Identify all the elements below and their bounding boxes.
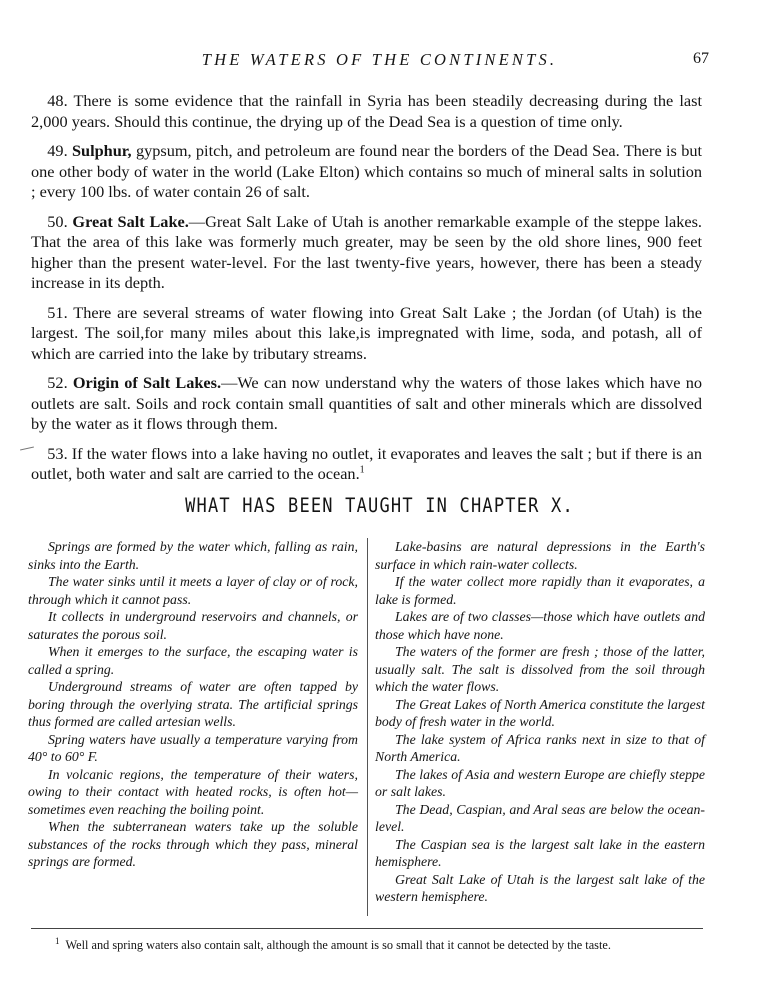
- summary-item: The lakes of Asia and western Europe are chiefly steppe or salt lakes.: [375, 766, 705, 799]
- summary-item: The Dead, Caspian, and Aral seas are below the ocean-level.: [375, 801, 705, 834]
- paragraph-heading: Origin of Salt Lakes.: [72, 373, 222, 392]
- paragraph-number: 48.: [47, 91, 68, 110]
- summary-item: The water sinks until it meets a layer of clay or of rock, through which it cannot pass.: [28, 574, 358, 607]
- page-header: [0, 50, 759, 76]
- chapter-summary: [28, 538, 705, 916]
- paragraph-text: There are several streams of water flowing into Great Salt Lake ; the Jordan (of Utah) is the largest. The soil,for many miles about this lake,is impregnated with lime, soda, and potash, all of which are carried into the lake by tributary streams.: [31, 302, 702, 363]
- paragraph-number: 53.: [47, 443, 68, 463]
- summary-left-column: [28, 538, 358, 871]
- summary-item: If the water collect more rapidly than it evaporates, a lake is formed.: [375, 574, 705, 607]
- summary-item: Underground streams of water are often tapped by boring through the overlying strata. The artificial springs thus formed are called artesian wells.: [28, 679, 358, 729]
- paragraph-heading: Sulphur,: [71, 141, 132, 160]
- footnote-rule: [31, 928, 703, 929]
- paragraph-text: gypsum, pitch, and petroleum are found near the borders of the Dead Sea. There is but one other body of water in the world (Lake Elton) which contains so much of mineral salts in solution ; every 100 lbs. of water contain 26 of salt.: [31, 141, 702, 201]
- page-number: 67: [693, 50, 709, 67]
- summary-item: The lake system of Africa ranks next in size to that of North America.: [375, 731, 705, 764]
- summary-item: Springs are formed by the water which, falling as rain, sinks into the Earth.: [28, 539, 358, 572]
- summary-item: The Great Lakes of North America constitute the largest body of fresh water in the world.: [375, 696, 705, 729]
- paragraph-number: 52.: [47, 373, 68, 392]
- paragraph-heading: Great Salt Lake.: [72, 211, 189, 231]
- paragraph-text: —Great Salt Lake of Utah is another remarkable example of the steppe lakes. That the area of this lake was formerly much greater, may be seen by the old shore lines, 900 feet higher than the present water-level. For the last twenty-five years, however, there has been a steady increase in its depth.: [31, 211, 702, 292]
- summary-item: Lakes are of two classes—those which have outlets and those which have none.: [375, 609, 705, 642]
- paragraph-49: [31, 141, 702, 203]
- summary-item: In volcanic regions, the temperature of their waters, owing to their contact with heated rocks, is often hot—sometimes even reaching the boiling point.: [28, 766, 358, 817]
- column-divider: [367, 538, 368, 916]
- footnote-reference[interactable]: 1: [359, 464, 365, 476]
- footnote-text: Well and spring waters also contain salt, although the amount is so small that it cannot be detected by the taste.: [65, 938, 611, 953]
- paragraph-number: 51.: [47, 302, 68, 322]
- paragraph-number: 49.: [47, 141, 68, 160]
- summary-item: When the subterranean waters take up the soluble substances of the rocks through which they pass, mineral springs are formed.: [28, 819, 358, 869]
- paragraph-53: [31, 444, 702, 485]
- summary-item: It collects in underground reservoirs and channels, or saturates the porous soil.: [28, 609, 358, 642]
- paragraph-text: —We can now understand why the waters of those lakes which have no outlets are salt. Soils and rock contain small quantities of salt and other minerals which are dissolved by the water as it flows through them.: [31, 373, 702, 433]
- summary-item: Great Salt Lake of Utah is the largest salt lake of the western hemisphere.: [375, 871, 705, 904]
- summary-item: Lake-basins are natural depressions in the Earth's surface in which rain-water collects.: [375, 539, 705, 572]
- summary-item: The Caspian sea is the largest salt lake in the eastern hemisphere.: [375, 836, 705, 869]
- chapter-summary-heading: WHAT HAS BEEN TAUGHT IN CHAPTER X.: [185, 494, 574, 518]
- paragraph-text: If the water flows into a lake having no outlet, it evaporates and leaves the salt ; but if there is an outlet, both water and salt are carried to the ocean.: [31, 443, 703, 483]
- paragraph-48: [31, 91, 702, 132]
- paragraph-51: [31, 303, 702, 365]
- summary-item: The waters of the former are fresh ; those of the latter, usually salt. The salt is dissolved from the soil through which the water flows.: [375, 644, 705, 694]
- summary-item: When it emerges to the surface, the escaping water is called a spring.: [28, 644, 358, 677]
- running-title: THE WATERS OF THE CONTINENTS.: [201, 50, 558, 69]
- paragraph-number: 50.: [47, 211, 68, 231]
- footnote: [55, 936, 715, 953]
- footnote-marker: 1: [55, 936, 60, 946]
- summary-item: Spring waters have usually a temperature varying from 40° to 60° F.: [28, 731, 358, 764]
- paragraph-50: [31, 212, 702, 294]
- paragraph-text: There is some evidence that the rainfall in Syria has been steadily decreasing during the last 2,000 years. Should this continue, the drying up of the Dead Sea is a question of time only.: [31, 91, 702, 131]
- body-text: [31, 91, 702, 494]
- summary-right-column: [375, 538, 705, 906]
- paragraph-52: [31, 373, 702, 435]
